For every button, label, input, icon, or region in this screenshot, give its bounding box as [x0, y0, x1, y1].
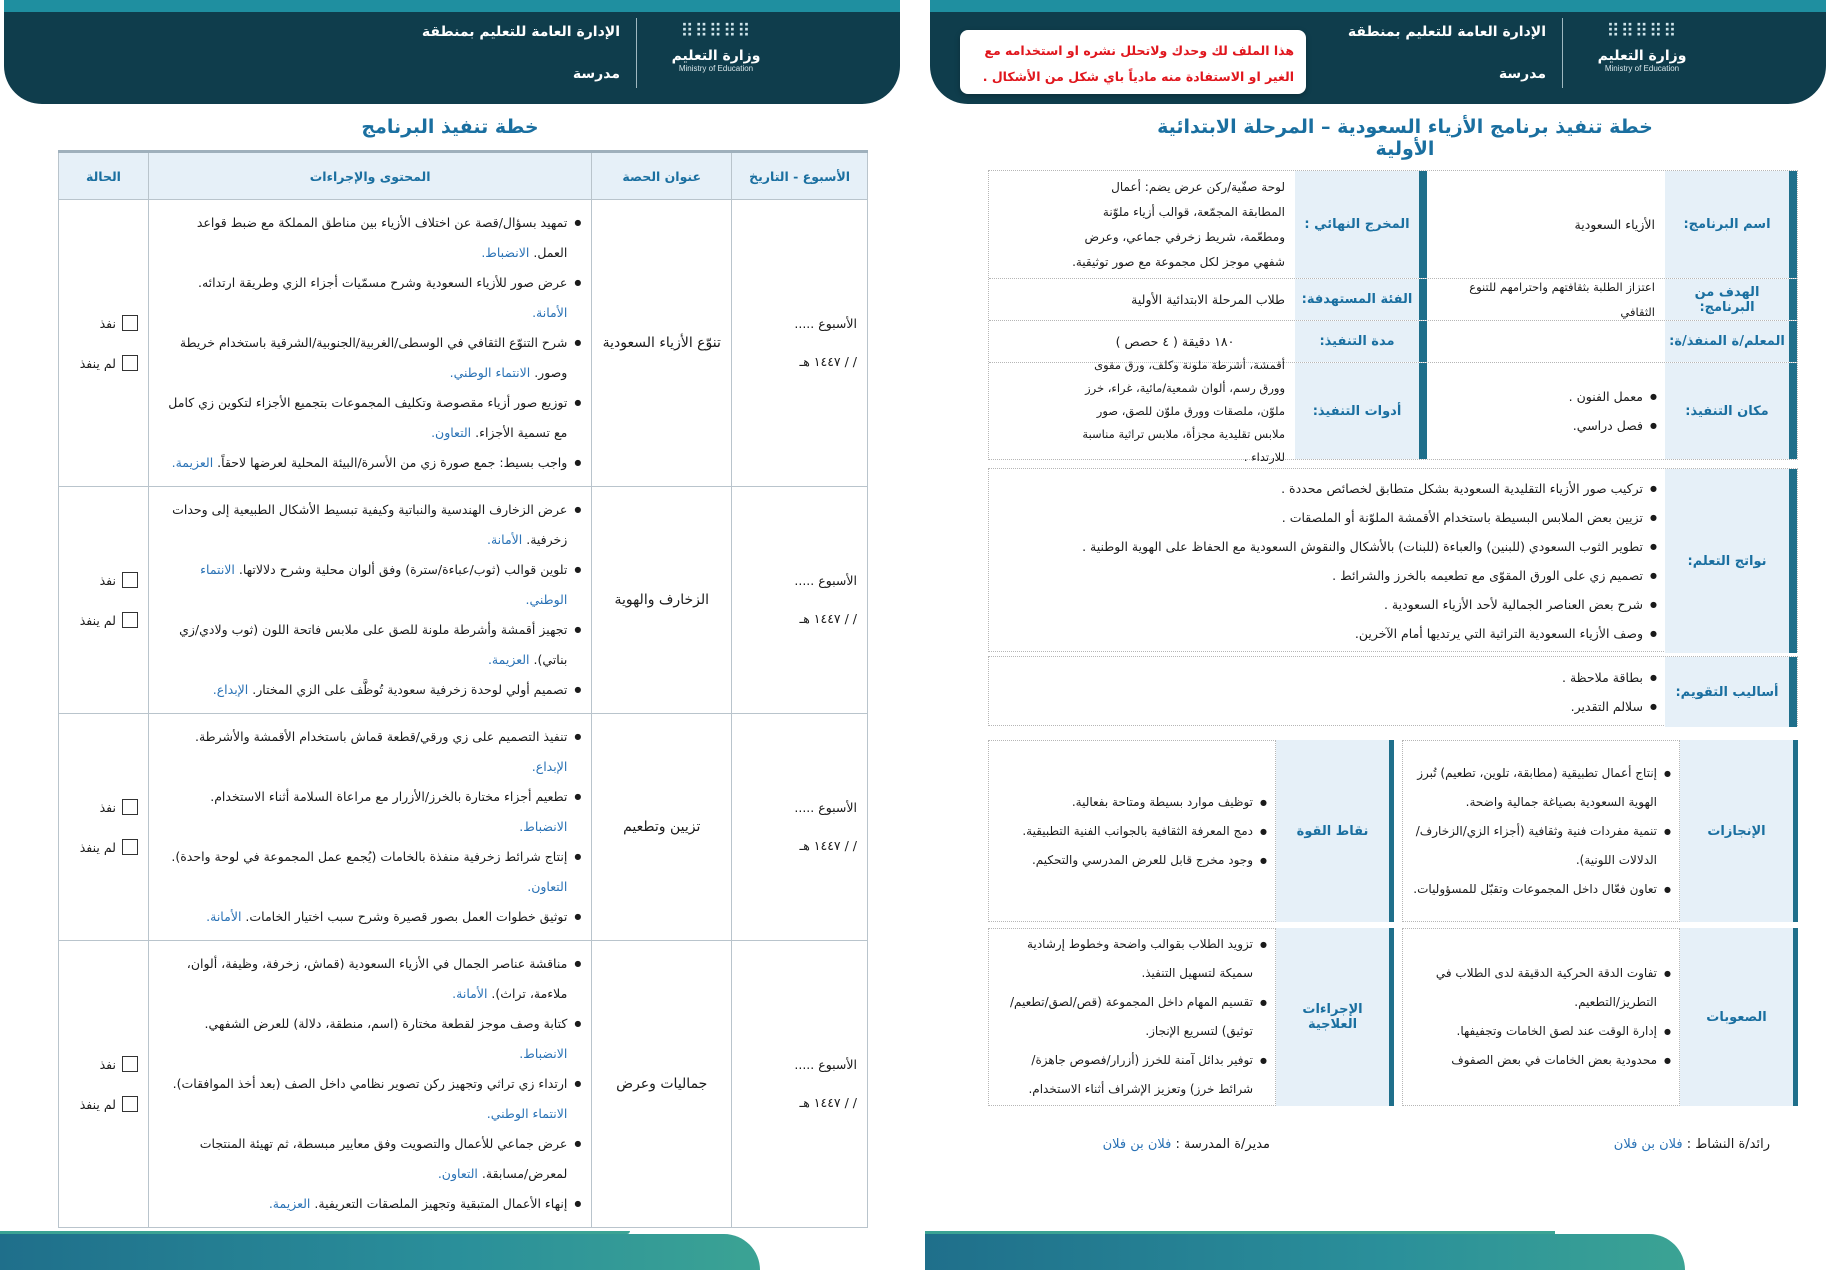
list-item: ● تطوير الثوب السعودي (للبنين) والعباءة (للبنات) بالأشكال والنقوش السعودية مع الحفاظ على الهوية الوطنية . — [1082, 532, 1655, 561]
achievements-block — [988, 740, 1798, 922]
difficulties-block — [988, 928, 1798, 1106]
not-done-checkbox[interactable] — [122, 1096, 138, 1112]
remedies-list — [999, 930, 1265, 1104]
week-label: الأسبوع ..... — [794, 1057, 857, 1072]
done-label: نفذ — [99, 799, 116, 815]
status-done — [69, 315, 138, 331]
cell-status — [59, 200, 149, 487]
label-place: مكان التنفيذ: — [1665, 363, 1797, 459]
item-text: تصميم أولي لوحدة زخرفية سعودية تُوظَّف على الزي المختار. — [252, 682, 568, 697]
list-item: ● معمل الفنون . — [1569, 382, 1655, 411]
value-place — [1427, 363, 1665, 459]
cell-status — [59, 487, 149, 714]
label-tools: أدوات التنفيذ: — [1295, 363, 1427, 459]
week-label: الأسبوع ..... — [794, 316, 857, 331]
plan-table — [58, 150, 868, 1228]
label-achievements: الإنجازات — [1680, 740, 1798, 922]
plan-table-body — [59, 200, 868, 1228]
principal-signature — [1103, 1137, 1270, 1152]
item-text: تمهيد بسؤال/قصة عن اختلاف الأزياء بين مناطق المملكة مع ضبط قواعد العمل. — [196, 215, 568, 260]
list-item: ● إدارة الوقت عند لصق الخامات وتجفيفها. — [1413, 1017, 1669, 1046]
cell-lesson-title: الزخارف والهوية — [592, 487, 732, 714]
evaluation-block — [988, 656, 1798, 726]
value-final-output: لوحة صفّية/ركن عرض يضم: أعمال المطابقة المجمّعة، قوالب أزياء ملوّنة ومطعّمة، شريط زخرفي جماعي، وعرض شفهي موجز لكل مجموعة مع صور توثيقية. — [1072, 179, 1285, 269]
list-item — [159, 1189, 579, 1219]
done-label: نفذ — [99, 1056, 116, 1072]
list-item: ● تعاون فعّال داخل المجموعات وتقبّل للمسؤوليات. — [1413, 875, 1669, 904]
value-teacher — [1427, 321, 1665, 362]
item-text: تلوين قوالب (ثوب/عباءة/سترة) وفق ألوان محلية وشرح دلالاتها. — [238, 562, 568, 577]
list-item — [159, 1129, 579, 1189]
department-name: الإدارة العامة للتعليم بمنطقة — [1347, 24, 1546, 40]
status-not-done — [69, 612, 138, 628]
cell-status — [59, 714, 149, 941]
logo-arabic-text: وزارة التعليم — [1597, 48, 1687, 64]
activity-leader-name: فلان بن فلان — [1613, 1137, 1683, 1152]
row-achievements — [988, 740, 1798, 922]
list-item: ● تزويد الطلاب بقوالب واضحة وخطوط إرشادية سميكة لتسهيل التنفيذ. — [999, 930, 1265, 988]
item-text: عرض الزخارف الهندسية والنباتية وكيفية تبسيط الأشكال الطبيعية إلى وحدات زخرفية. — [172, 502, 568, 547]
header-title: عنوان الحصة — [592, 152, 732, 200]
cell-lesson-title: تنوّع الأزياء السعودية — [592, 200, 732, 487]
value-goal: اعتزاز الطلبة بثقافتهم واحترامهم للتنوع الثقافي — [1469, 279, 1655, 319]
page-title: خطة تنفيذ البرنامج — [361, 116, 539, 138]
table-row — [59, 714, 868, 941]
item-text: توزيع صور أزياء مقصوصة وتكليف المجموعات بتجميع الأجزاء لتكوين زي كامل مع تسمية الأجزاء. — [168, 395, 568, 440]
item-text: عرض صور للأزياء السعودية وشرح مسمّيات أجزاء الزي وطريقة ارتدائه. — [197, 275, 568, 290]
item-text: واجب بسيط: جمع صورة زي من الأسرة/البيئة المحلية لعرضها لاحقاً. — [217, 455, 568, 470]
done-checkbox[interactable] — [122, 1056, 138, 1072]
content-list — [149, 487, 591, 713]
value-tag: الانتماء الوطني. — [200, 562, 568, 607]
row-difficulties — [988, 928, 1798, 1106]
right-page — [925, 0, 1830, 1270]
value-tag: الانتماء الوطني. — [486, 1106, 568, 1121]
not-done-label: لم ينفذ — [79, 1096, 116, 1112]
status-not-done — [69, 1096, 138, 1112]
not-done-checkbox[interactable] — [122, 612, 138, 628]
status-done — [69, 799, 138, 815]
label-final-output: المخرج النهائي : — [1295, 171, 1427, 278]
list-item — [159, 328, 579, 388]
list-item — [159, 208, 579, 268]
outcomes-block — [988, 468, 1798, 652]
list-item: ● توفير بدائل آمنة للخرز (أزرار/فصوص جاهزة/شرائط خرز) وتعزيز الإشراف أثناء الاستخدام. — [999, 1046, 1265, 1104]
list-item: ● تنمية مفردات فنية وثقافية (أجزاء الزي/الزخارف/الدلالات اللونية). — [1413, 817, 1669, 875]
list-item — [159, 1009, 579, 1069]
item-text: شرح التنوّع الثقافي في الوسطى/الغربية/الجنوبية/الشرقية باستخدام خريطة وصور. — [179, 335, 568, 380]
cell-content — [148, 200, 591, 487]
done-label: نفذ — [99, 315, 116, 331]
item-text: إنتاج شرائط زخرفية منفذة بالخامات (يُجمع عمل المجموعة في لوحة واحدة). — [171, 849, 568, 864]
value-tag: الانتماء الوطني. — [449, 365, 531, 380]
cell-status — [59, 941, 149, 1228]
value-tag: العزيمة. — [171, 455, 214, 470]
list-item: ● شرح بعض العناصر الجمالية لأحد الأزياء السعودية . — [1082, 590, 1655, 619]
value-tag: الإبداع. — [212, 682, 249, 697]
activity-leader-signature — [1614, 1137, 1770, 1152]
strengths-list — [1022, 788, 1265, 875]
date-label: / / ١٤٤٧ هـ — [799, 838, 857, 853]
item-text: إنهاء الأعمال المتبقية وتجهيز الملصقات التعريفية. — [314, 1196, 568, 1211]
list-item: ● بطاقة ملاحظة . — [1562, 663, 1655, 692]
value-tag: الانضباط. — [519, 819, 568, 834]
label-remedies: الإجراءات العلاجية — [1276, 928, 1394, 1106]
header-status: الحالة — [59, 152, 149, 200]
list-item: ● فصل دراسي. — [1569, 411, 1655, 440]
date-label: / / ١٤٤٧ هـ — [799, 1095, 857, 1110]
value-strengths — [988, 740, 1276, 922]
logo-dots-icon: ⠿⠿⠿⠿⠿ — [680, 21, 752, 42]
ministry-logo — [1592, 22, 1692, 73]
header-text — [320, 24, 620, 82]
copyright-warning — [960, 30, 1306, 94]
value-duration: ١٨٠ دقيقة ( ٤ حصص ) — [1115, 334, 1235, 349]
logo-arabic-text: وزارة التعليم — [671, 48, 761, 64]
list-item: ● وجود مخرج قابل للعرض المدرسي والتحكيم. — [1022, 846, 1265, 875]
cell-week-date — [732, 714, 868, 941]
label-evaluation: أساليب التقويم: — [1665, 657, 1797, 727]
list-item: ● دمج المعرفة الثقافية بالجوانب الفنية التطبيقية. — [1022, 817, 1265, 846]
week-label: الأسبوع ..... — [794, 800, 857, 815]
list-item: ● تزيين بعض الملابس البسيطة باستخدام الأقمشة الملوّنة أو الملصقات . — [1082, 503, 1655, 532]
cell-week-date — [732, 200, 868, 487]
value-tag: الإبداع. — [531, 759, 568, 774]
warning-line-2: الغير او الاستفادة منه مادياً باي شكل من الأشكال . — [982, 69, 1294, 84]
list-item — [159, 902, 579, 932]
not-done-label: لم ينفذ — [79, 612, 116, 628]
outcomes-list — [1082, 474, 1655, 648]
principal-label: مدير/ة المدرسة : — [1175, 1137, 1270, 1152]
content-list — [149, 714, 591, 940]
not-done-checkbox[interactable] — [122, 839, 138, 855]
evaluation-list — [1562, 663, 1655, 721]
value-tag: الانضباط. — [481, 245, 530, 260]
done-checkbox[interactable] — [122, 572, 138, 588]
item-text: ارتداء زي تراثي وتجهيز ركن تصوير نظامي داخل الصف (بعد أخذ الموافقات). — [172, 1076, 568, 1091]
content-list — [149, 941, 591, 1227]
difficulties-list — [1413, 959, 1669, 1075]
left-page — [0, 0, 905, 1270]
value-tag: العزيمة. — [487, 652, 530, 667]
label-goal: الهدف من البرنامج: — [1665, 279, 1797, 320]
value-evaluation — [995, 657, 1665, 727]
value-tools: أقمشة، أشرطة ملونة وكلف، ورق مقوى وورق رسم، ألوان شمعية/مائية، غراء، خرز ملوّن، ملصقات وورق ملوّن للصق، صور ملابس تقليدية مجزأة، ملابس تراثية مناسبة للارتداء . — [1082, 357, 1285, 464]
content-list — [149, 200, 591, 486]
list-item: ● محدودية بعض الخامات في بعض الصفوف — [1413, 1046, 1669, 1075]
not-done-checkbox[interactable] — [122, 355, 138, 371]
list-item: ● تصميم زي على الورق المقوّى مع تطعيمه بالخرز والشرائط . — [1082, 561, 1655, 590]
done-label: نفذ — [99, 572, 116, 588]
page-title: خطة تنفيذ برنامج الأزياء السعودية – المرحلة الابتدائية الأولية — [1157, 116, 1653, 160]
warning-line-1: هذا الملف لك وحدك ولاتحلل نشره او استخدامه مع — [984, 43, 1294, 58]
cell-content — [148, 941, 591, 1228]
header-accent-line — [930, 0, 1826, 12]
label-strengths: نقاط القوة — [1276, 740, 1394, 922]
value-achievements — [1402, 740, 1680, 922]
value-tag: الأمانة. — [452, 986, 488, 1001]
logo-english-text: Ministry of Education — [678, 64, 754, 73]
label-teacher: المعلم/ة المنفذ/ة: — [1665, 321, 1797, 362]
school-name: مدرسة — [572, 66, 620, 82]
cell-week-date — [732, 941, 868, 1228]
list-item: ● وصف الأزياء السعودية التراثية التي يرتديها أمام الآخرين. — [1082, 619, 1655, 648]
done-checkbox[interactable] — [122, 315, 138, 331]
value-tag: التعاون. — [527, 879, 568, 894]
value-tag: العزيمة. — [268, 1196, 311, 1211]
list-item — [159, 842, 579, 902]
header-divider — [1562, 18, 1563, 88]
program-info-block — [988, 170, 1798, 464]
value-tag: التعاون. — [431, 425, 472, 440]
row-evaluation — [989, 657, 1797, 727]
list-item: ● تفاوت الدقة الحركية الدقيقة لدى الطلاب في التطريز/التطعيم. — [1413, 959, 1669, 1017]
footer-wave — [925, 1234, 1685, 1270]
item-text: تطعيم أجزاء مختارة بالخرز/الأزرار مع مراعاة السلامة أثناء الاستخدام. — [210, 789, 568, 804]
list-item — [159, 555, 579, 615]
department-name: الإدارة العامة للتعليم بمنطقة — [421, 24, 620, 40]
table-row — [59, 487, 868, 714]
list-item — [159, 388, 579, 448]
value-tag: الأمانة. — [206, 909, 242, 924]
principal-name: فلان بن فلان — [1102, 1137, 1172, 1152]
item-text: عرض جماعي للأعمال والتصويت وفق معايير مبسطة، ثم تهيئة المنتجات لمعرض/مسابقة. — [199, 1136, 568, 1181]
item-text: تنفيذ التصميم على زي ورقي/قطعة قماش باستخدام الأقمشة والأشرطة. — [195, 729, 568, 744]
list-item — [159, 615, 579, 675]
table-row — [59, 941, 868, 1228]
label-outcomes: نواتج التعلم: — [1665, 469, 1797, 653]
not-done-label: لم ينفذ — [79, 839, 116, 855]
list-item: ● سلالم التقدير. — [1562, 692, 1655, 721]
list-item — [159, 448, 579, 478]
header-accent-line — [4, 0, 900, 12]
value-target: طلاب المرحلة الابتدائية الأولية — [1131, 292, 1285, 307]
logo-dots-icon: ⠿⠿⠿⠿⠿ — [1606, 21, 1678, 42]
list-item — [159, 782, 579, 842]
date-label: / / ١٤٤٧ هـ — [799, 354, 857, 369]
cell-content — [148, 714, 591, 941]
list-item: ● تركيب صور الأزياء التقليدية السعودية بشكل متطابق لخصائص محددة . — [1082, 474, 1655, 503]
list-item — [159, 949, 579, 1009]
list-item — [159, 675, 579, 705]
footer-wave — [0, 1234, 760, 1270]
status-not-done — [69, 355, 138, 371]
right-header — [930, 0, 1826, 104]
list-item — [159, 1069, 579, 1129]
table-row — [59, 200, 868, 487]
item-text: مناقشة عناصر الجمال في الأزياء السعودية (قماش، زخرفة، وظيفة، ألوان، ملاءمة، تراث). — [186, 956, 568, 1001]
row-goal-target — [989, 279, 1797, 321]
logo-english-text: Ministry of Education — [1604, 64, 1680, 73]
item-text: تجهيز أقمشة وأشرطة ملونة للصق على ملابس فاتحة اللون (ثوب ولادي/زي بناتي). — [179, 622, 568, 667]
date-label: / / ١٤٤٧ هـ — [799, 611, 857, 626]
list-item: ● إنتاج أعمال تطبيقية (مطابقة، تلوين، تطعيم) تُبرز الهوية السعودية بصياغة جمالية واضحة. — [1413, 759, 1669, 817]
list-item: ● توظيف موارد بسيطة ومتاحة بفعالية. — [1022, 788, 1265, 817]
value-tag: الأمانة. — [486, 532, 523, 547]
label-duration: مدة التنفيذ: — [1295, 321, 1427, 362]
cell-content — [148, 487, 591, 714]
cell-week-date — [732, 487, 868, 714]
status-done — [69, 572, 138, 588]
label-target: الفئة المستهدفة: — [1295, 279, 1427, 320]
header-divider — [636, 18, 637, 88]
header-content: المحتوى والإجراءات — [148, 152, 591, 200]
table-header-row — [59, 152, 868, 200]
list-item — [159, 495, 579, 555]
done-checkbox[interactable] — [122, 799, 138, 815]
list-item — [159, 722, 579, 782]
label-program-name: اسم البرنامج: — [1665, 171, 1797, 278]
place-list — [1569, 382, 1655, 440]
value-difficulties — [1402, 928, 1680, 1106]
ministry-logo — [666, 22, 766, 73]
status-not-done — [69, 839, 138, 855]
left-header — [4, 0, 900, 104]
item-text: توثيق خطوات العمل بصور قصيرة وشرح سبب اختيار الخامات. — [245, 909, 568, 924]
label-difficulties: الصعوبات — [1680, 928, 1798, 1106]
value-tag: الانضباط. — [519, 1046, 568, 1061]
value-remedies — [988, 928, 1276, 1106]
activity-leader-label: رائد/ة النشاط : — [1686, 1137, 1770, 1152]
value-outcomes — [995, 469, 1665, 653]
cell-lesson-title: جماليات وعرض — [592, 941, 732, 1228]
header-date: الأسبوع - التاريخ — [732, 152, 868, 200]
list-item — [159, 268, 579, 328]
list-item: ● تقسيم المهام داخل المجموعة (قص/لصق/تطعيم/توثيق) لتسريع الإنجاز. — [999, 988, 1265, 1046]
item-text: كتابة وصف موجز لقطعة مختارة (اسم، منطقة، دلالة) للعرض الشفهي. — [204, 1016, 568, 1031]
week-label: الأسبوع ..... — [794, 573, 857, 588]
value-tag: التعاون. — [437, 1166, 478, 1181]
row-place-tools — [989, 357, 1797, 464]
achievements-list — [1413, 759, 1669, 904]
value-program-name: الأزياء السعودية — [1574, 217, 1655, 232]
row-name-output — [989, 171, 1797, 279]
status-done — [69, 1056, 138, 1072]
not-done-label: لم ينفذ — [79, 355, 116, 371]
cell-lesson-title: تزيين وتطعيم — [592, 714, 732, 941]
value-tag: الأمانة. — [532, 305, 568, 320]
row-outcomes — [989, 469, 1797, 653]
school-name: مدرسة — [1498, 66, 1546, 82]
